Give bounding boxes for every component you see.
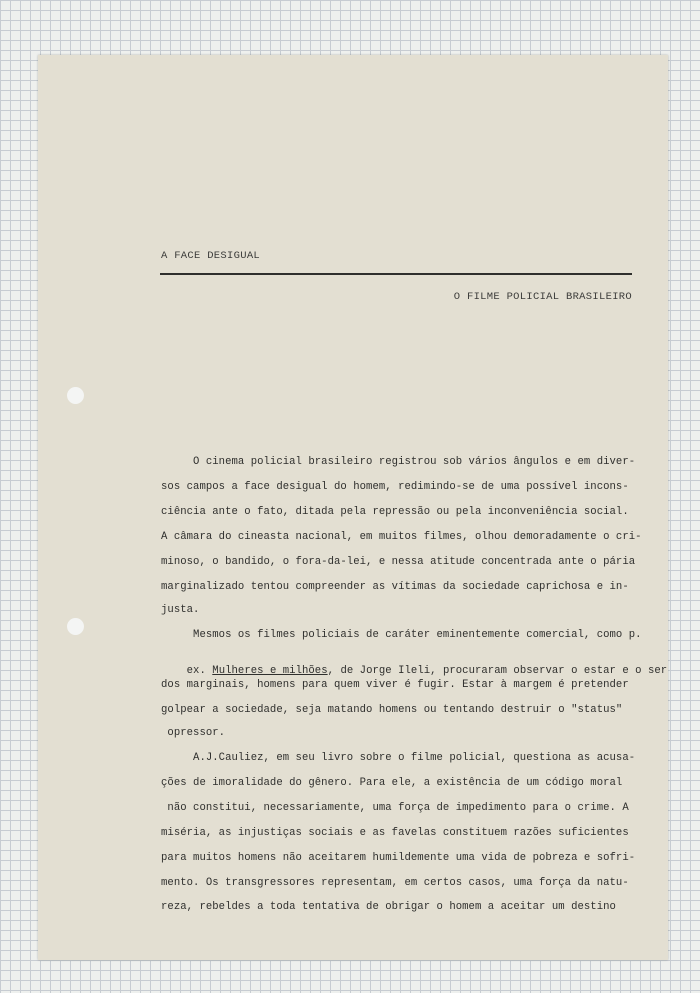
text-line: ciência ante o fato, ditada pela repressão ou pela inconveniência social. [161, 506, 629, 518]
document-title: A FACE DESIGUAL [161, 250, 261, 262]
text-line: Mesmos os filmes policiais de caráter eminentemente comercial, como p. [161, 629, 642, 641]
text-line: opressor. [161, 727, 226, 739]
text-line: não constitui, necessariamente, uma força de impedimento para o crime. A [161, 802, 629, 814]
punch-hole-top [67, 387, 84, 404]
document-subtitle: O FILME POLICIAL BRASILEIRO [453, 291, 632, 303]
text-line: justa. [161, 604, 200, 616]
title-rule [160, 273, 632, 275]
text-line: sos campos a face desigual do homem, redimindo-se de uma possível incons- [161, 481, 629, 493]
film-title-underlined: Mulheres e milhões [212, 665, 328, 677]
text-line: reza, rebeldes a toda tentativa de obrigar o homem a aceitar um destino [161, 901, 616, 913]
typed-page [38, 55, 668, 960]
text-line: para muitos homens não aceitarem humildemente uma vida de pobreza e sofri- [161, 852, 636, 864]
text-line: A.J.Cauliez, em seu livro sobre o filme policial, questiona as acusa- [161, 752, 636, 764]
punch-hole-bottom [67, 618, 84, 635]
text-line: mento. Os transgressores representam, em certos casos, uma força da natu- [161, 877, 629, 889]
text-line: O cinema policial brasileiro registrou sob vários ângulos e em diver- [161, 456, 636, 468]
text-line: miséria, as injustiças sociais e as favelas constituem razões suficientes [161, 827, 629, 839]
text-line: minoso, o bandido, o fora-da-lei, e nessa atitude concentrada ante o pária [161, 556, 636, 568]
text-fragment: ex. [186, 665, 213, 677]
text-line: marginalizado tentou compreender as vítimas da sociedade caprichosa e in- [161, 581, 629, 593]
text-line: golpear a sociedade, seja matando homens ou tentando destruir o "status" [161, 704, 623, 716]
text-fragment: , de Jorge Ileli, procuraram observar o estar e o ser [327, 665, 668, 677]
text-line: ções de imoralidade do gênero. Para ele, a existência de um código moral [161, 777, 623, 789]
text-line: A câmara do cineasta nacional, em muitos filmes, olhou demoradamente o cri- [161, 531, 642, 543]
text-line: dos marginais, homens para quem viver é fugir. Estar à margem é pretender [161, 679, 629, 691]
